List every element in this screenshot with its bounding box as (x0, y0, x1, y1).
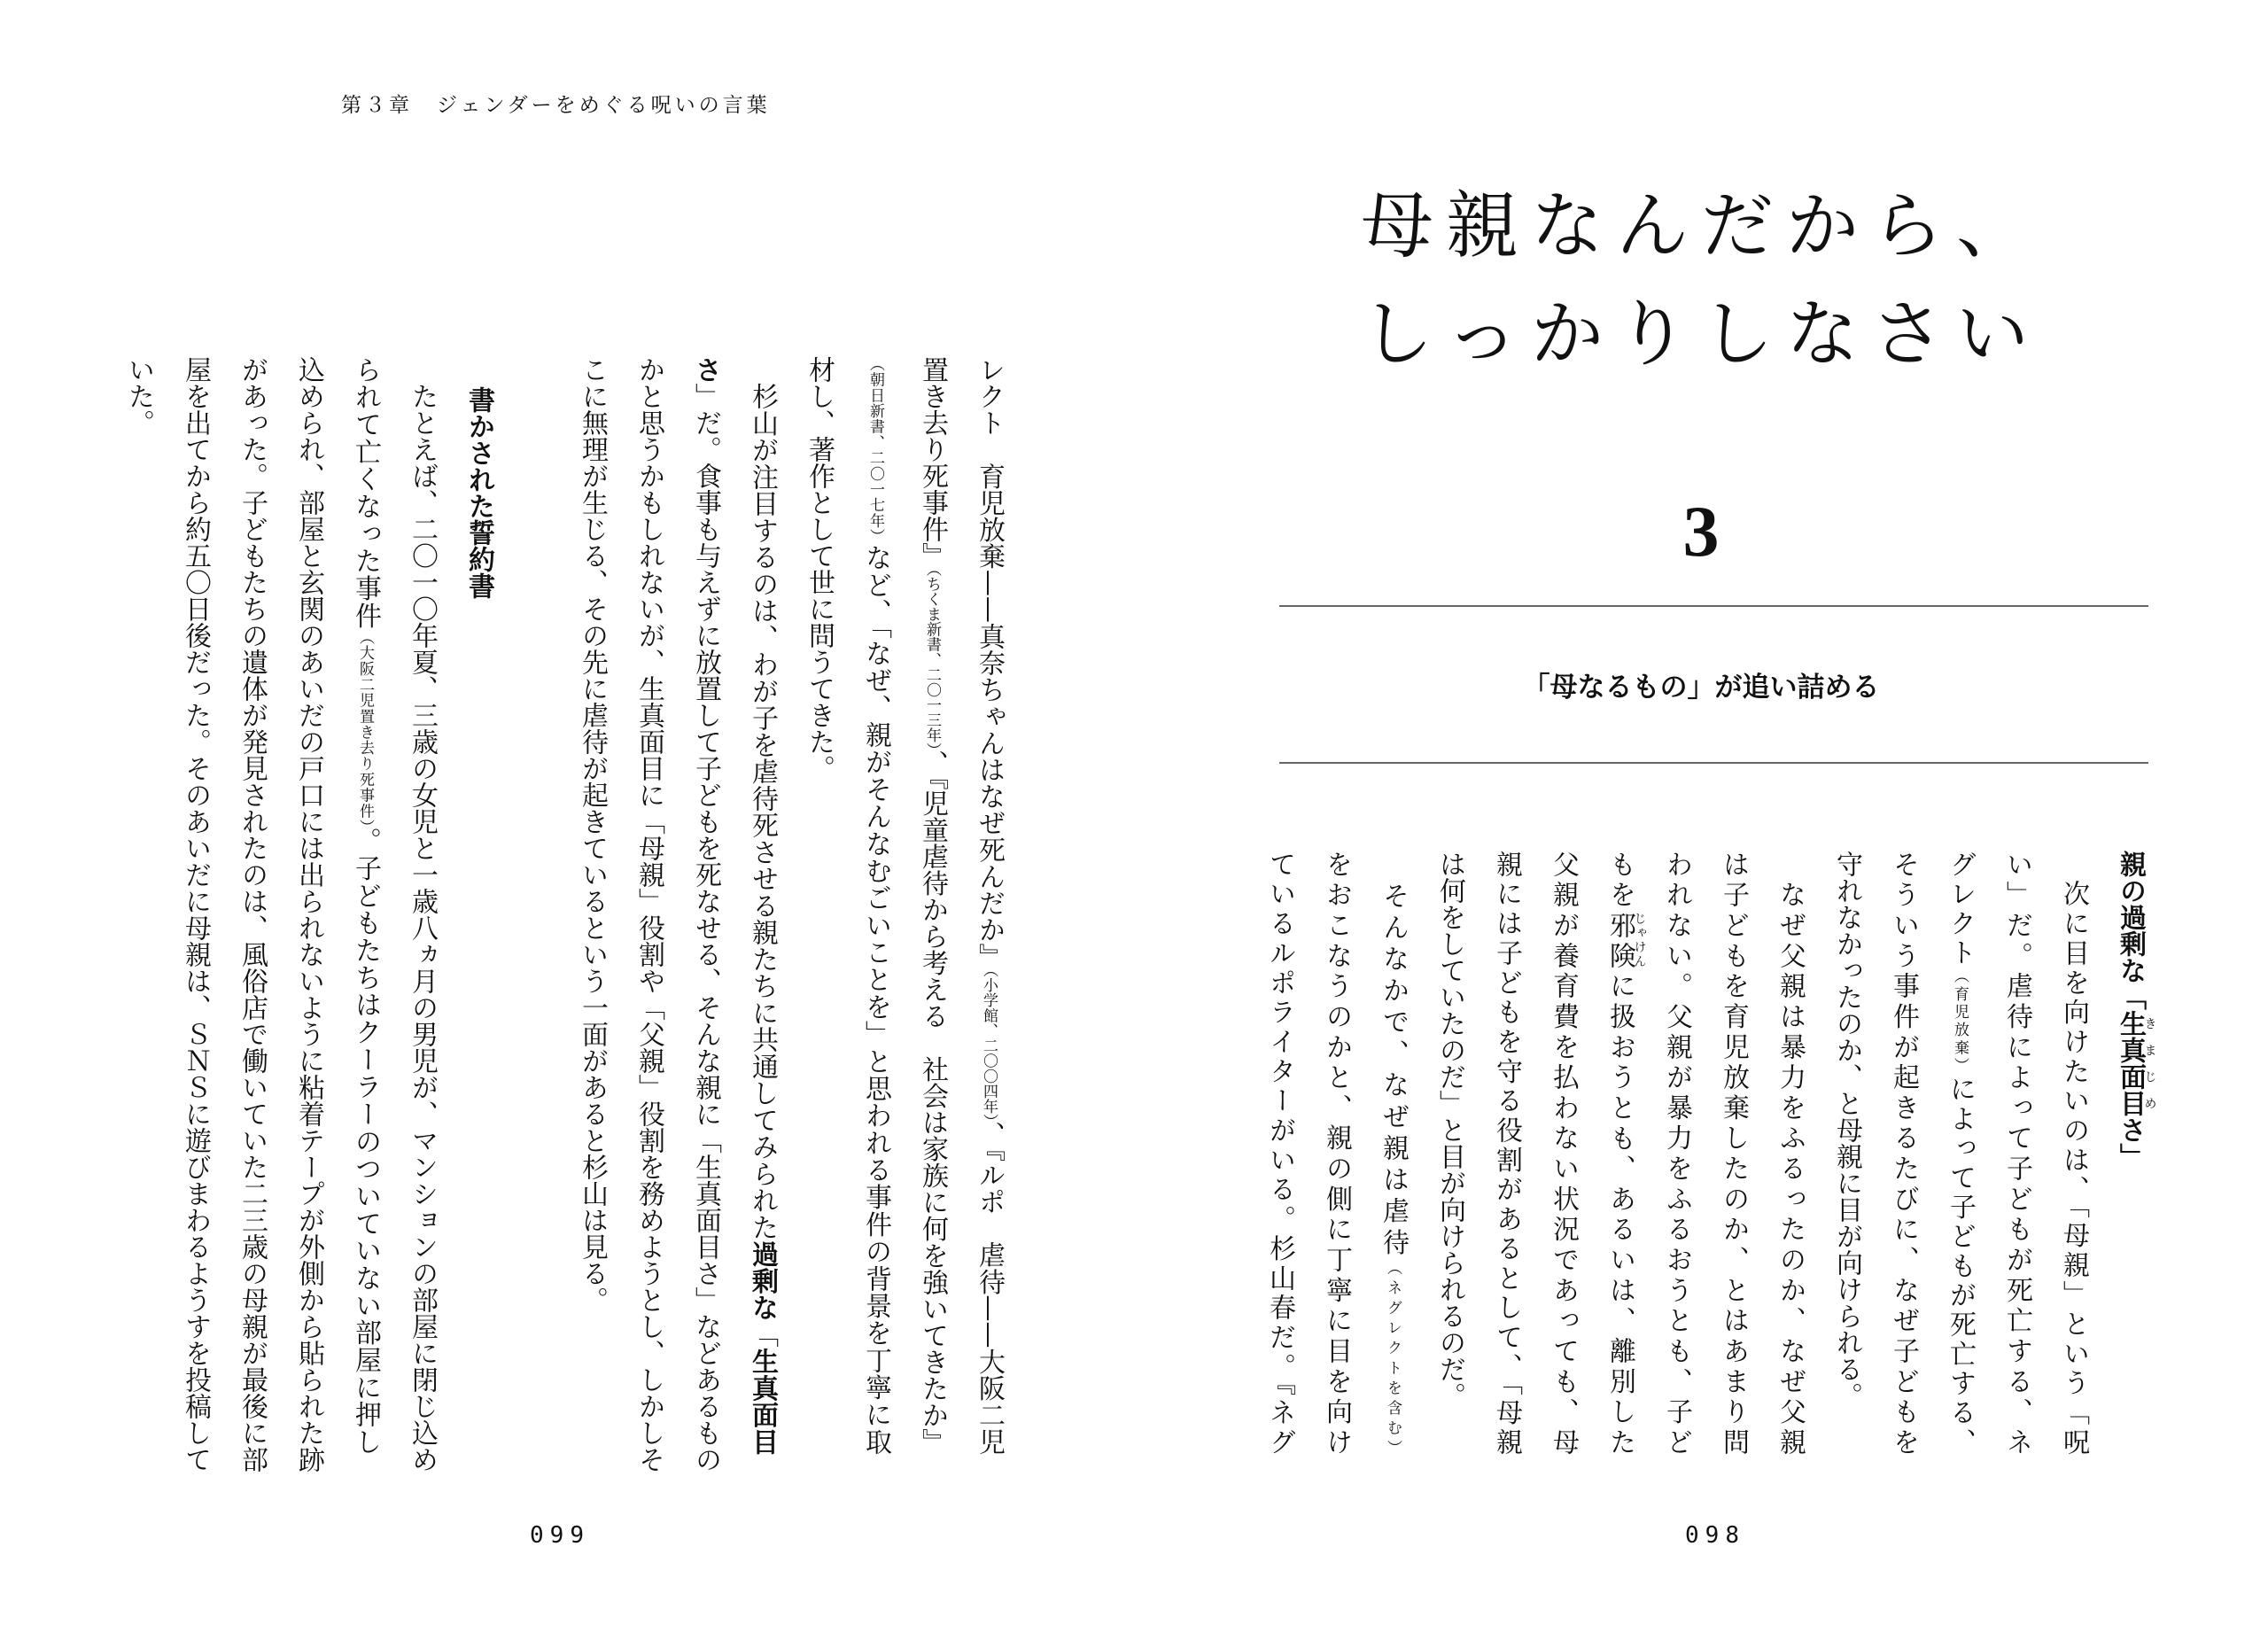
text-column (507, 356, 563, 1455)
body-text: は何をしていたのだ」と目が向けられるのだ。 (1434, 851, 1465, 1409)
ruby-base: 生真面目 (2115, 1010, 2146, 1116)
text-column (393, 356, 450, 1473)
section-number: 3 (1682, 491, 1720, 571)
body-text: 親の過剰な「 (2115, 851, 2146, 1010)
inline-note: （ちくま新書、二〇一三年） (923, 569, 941, 750)
body-text: グレクト (1945, 851, 1976, 968)
text-column (1648, 851, 1705, 1455)
text-column (790, 356, 847, 1455)
body-text: 」だ。食事も与えずに放置して子どもを死なせる、そんな親に「生真面目さ」などあるもの (690, 383, 721, 1473)
body-text: 「 (747, 1321, 778, 1349)
inline-note: （小学館、二〇〇四年） (980, 969, 998, 1122)
text-column (734, 356, 790, 1455)
body-text: をおこなうのかと、親の側に丁寧に目を向け (1321, 851, 1352, 1456)
body-text: 込められ、部屋と玄関のあいだの戸口には出られないように粘着テープが外側から貼られた跡 (293, 356, 324, 1473)
body-text: 杉山が注目するのは、わが子を虐待死させる親たちに共通してみられた (747, 356, 778, 1241)
body-text: 屋を出てから約五〇日後だった。そのあいだに母親は、ＳＮＳに遊びまわるようすを投稿して (180, 356, 211, 1473)
body-text: そんなかで、なぜ親は虐待 (1378, 851, 1409, 1261)
body-text: い」だ。虐待によって子どもが死亡する、ネ (2001, 851, 2032, 1455)
bold-text: 過剰な (747, 1240, 778, 1321)
body-text: 材し、著作として世に問うてきた。 (804, 356, 835, 781)
text-column (1818, 851, 1875, 1455)
text-column (337, 356, 393, 1455)
section-subtitle: 「母なるもの」が追い詰める (1522, 672, 1880, 703)
body-text: いた。 (123, 356, 154, 436)
body-text: 書かされた誓約書 (463, 386, 494, 599)
divider-top (1279, 605, 2148, 607)
body-text: われない。父親が暴力をふるおうとも、子ど (1661, 851, 1692, 1455)
text-column (110, 356, 167, 1455)
text-column (1251, 851, 1308, 1455)
divider-bottom (1279, 762, 2148, 764)
text-column (1421, 851, 1478, 1455)
page-number-right: 098 (1685, 1522, 1745, 1549)
body-text: たとえば、二〇一〇年夏、三歳の女児と一歳八ヵ月の男児が、マンションの部屋に閉じ込め (407, 356, 438, 1473)
ruby-word (1604, 911, 1647, 973)
page-number-left: 099 (530, 1522, 590, 1549)
text-column (1534, 851, 1591, 1455)
text-column (1308, 851, 1364, 1455)
text-column (280, 356, 337, 1473)
text-column (1988, 851, 2045, 1455)
right-page (1134, 0, 2268, 1640)
body-text: 、『児童虐待から考える 社会は家族に何を強いてきたか』 (917, 750, 948, 1456)
running-head: 第３章 ジェンダーをめぐる呪いの言葉 (341, 94, 771, 117)
body-text: こに無理が生じる、その先に虐待が起きているという一面があると杉山は見る。 (577, 356, 608, 1313)
body-text: 。子どもたちはクーラーのついていない部屋に押し (350, 827, 381, 1456)
text-column (167, 356, 223, 1473)
body-text: は子どもを育児放棄したのか、とはあまり問 (1718, 851, 1749, 1455)
text-column (677, 356, 734, 1473)
inline-note: （大阪二児置き去り死事件） (356, 629, 374, 828)
text-column (904, 356, 960, 1455)
body-text: に扱おうとも、あるいは、離別した (1604, 972, 1635, 1456)
text-column (1364, 851, 1421, 1455)
text-column (1705, 851, 1761, 1455)
text-column (1875, 851, 1931, 1455)
ruby-reading: きまじめ (2142, 1010, 2157, 1116)
body-text: られて亡くなった事件 (350, 356, 381, 630)
body-text: 守れなかったのか、と母親に目が向けられる。 (1831, 851, 1862, 1409)
chapter-title-line-2: しっかりしなさい (1360, 292, 2041, 377)
inline-note: （育児放棄） (1951, 968, 1969, 1076)
body-text: さ」 (2115, 1116, 2146, 1170)
text-column (1478, 851, 1534, 1455)
ruby-word (2115, 1010, 2157, 1116)
body-text: 父親が養育費を払わない状況であっても、母 (1548, 851, 1579, 1455)
body-text: ているルポライターがいる。杉山春だ。『ネグ (1264, 851, 1295, 1455)
bold-text: さ (690, 356, 721, 383)
ruby-reading: じゃけん (1632, 911, 1647, 968)
text-column (620, 356, 677, 1473)
body-text: そういう事件が起きるたびに、なぜ子どもを (1888, 851, 1919, 1455)
body-text: など、「なぜ、親がそんなむごいことを」と思われる事件の背景を丁寧に取 (860, 544, 891, 1456)
body-text: レクト 育児放棄——真奈ちゃんはなぜ死んだか』 (974, 356, 1005, 970)
body-text: かと思うかもしれないが、生真面目に「母親」役割や「父親」役割を務めようとし、しかしそ (633, 356, 664, 1473)
body-text: 次に目を向けたいのは、「母親」という「呪 (2058, 851, 2089, 1455)
section-heading (2101, 851, 2158, 1455)
inline-note: （ネグレクトを含む） (1384, 1260, 1402, 1456)
inline-note: （朝日新書、二〇一七年） (866, 356, 884, 545)
body-text: なぜ父親は暴力をふるったのか、なぜ父親 (1775, 851, 1806, 1455)
body-text: 置き去り死事件』 (917, 356, 948, 570)
text-column (2045, 851, 2101, 1455)
body-text: によって子どもが死亡する、 (1945, 1075, 1976, 1456)
text-column (847, 356, 904, 1455)
body-text: があった。子どもたちの遺体が発見されたのは、風俗店で働いていた二三歳の母親が最後に部 (237, 356, 268, 1473)
text-column (1591, 851, 1648, 1455)
body-text: もを (1604, 851, 1635, 912)
text-column (223, 356, 280, 1473)
bold-text: 生真面目 (747, 1348, 778, 1455)
ruby-base: 邪険 (1604, 911, 1635, 973)
text-column (1931, 851, 1988, 1455)
text-column (960, 356, 1017, 1455)
body-text: 、『ルポ 虐待——大阪二児 (974, 1121, 1005, 1456)
text-column (1761, 851, 1818, 1455)
section-heading (450, 386, 507, 1455)
body-text: 親には子どもを守る役割があるとして、「母親 (1491, 851, 1522, 1455)
text-column (563, 356, 620, 1455)
chapter-title-line-1: 母親なんだから、 (1360, 184, 2041, 268)
